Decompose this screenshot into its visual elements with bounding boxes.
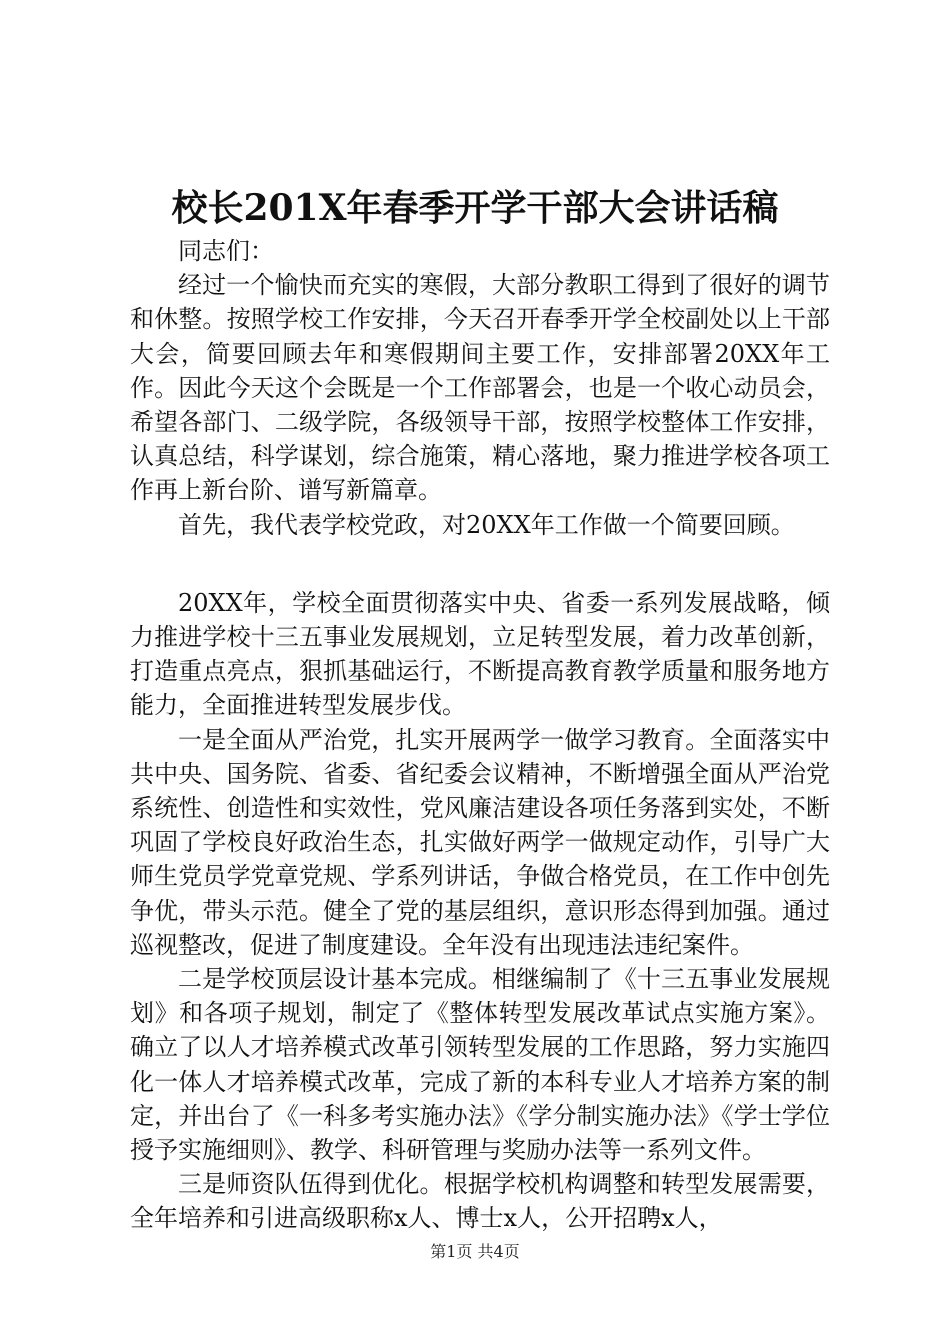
salutation-paragraph: 同志们： — [178, 237, 274, 265]
intro-paragraph: 经过一个愉快而充实的寒假，大部分教职工得到了很好的调节和休整。按照学校工作安排，今天召开春季开学全校副处以上干部大会，简要回顾去年和寒假期间主要工作，安排部署20XX年工作。因此今天这个会既是一个工作部署会，也是一个收心动员会，希望各部门、二级学院，各级领导干部，按照学校整体工作安排，认真总结，科学谋划，综合施策，精心落地，聚力推进学校各项工作再上新台阶、谱写新篇章。 — [130, 271, 830, 505]
review-intro-paragraph: 首先，我代表学校党政，对20XX年工作做一个简要回顾。 — [178, 510, 795, 539]
document-title: 校长201X年春季开学干部大会讲话稿 — [171, 187, 779, 229]
year-summary-paragraph: 20XX年，学校全面贯彻落实中央、省委一系列发展战略，倾力推进学校十三五事业发展规划，立足转型发展，着力改革创新，打造重点亮点，狠抓基础运行，不断提高教育教学质量和服务地方能力，全面推进转型发展步伐。 — [130, 588, 830, 720]
blank-line — [130, 542, 830, 576]
point-one-paragraph: 一是全面从严治党，扎实开展两学一做学习教育。全面落实中共中央、国务院、省委、省纪委会议精神，不断增强全面从严治党系统性、创造性和实效性，党风廉洁建设各项任务落到实处，不断巩固了学校良好政治生态，扎实做好两学一做规定动作，引导广大师生党员学党章党规、学系列讲话，争做合格党员，在工作中创先争优，带头示范。健全了党的基层组织，意识形态得到加强。通过巡视整改，促进了制度建设。全年没有出现违法违纪案件。 — [130, 725, 830, 959]
point-three-paragraph: 三是师资队伍得到优化。根据学校机构调整和转型发展需要，全年培养和引进高级职称x人、博士x人，公开招聘x人， — [130, 1170, 830, 1233]
point-two-paragraph: 二是学校顶层设计基本完成。相继编制了《十三五事业发展规划》和各项子规划，制定了《整体转型发展改革试点实施方案》。确立了以人才培养模式改革引领转型发展的工作思路，努力实施四化一体人才培养模式改革，完成了新的本科专业人才培养方案的制定，并出台了《一科多考实施办法》《学分制实施办法》《学士学位授予实施细则》、教学、科研管理与奖励办法等一系列文件。 — [130, 965, 830, 1165]
page-footer: 第1页 共4页 — [430, 1242, 520, 1261]
document-body — [130, 234, 830, 1236]
